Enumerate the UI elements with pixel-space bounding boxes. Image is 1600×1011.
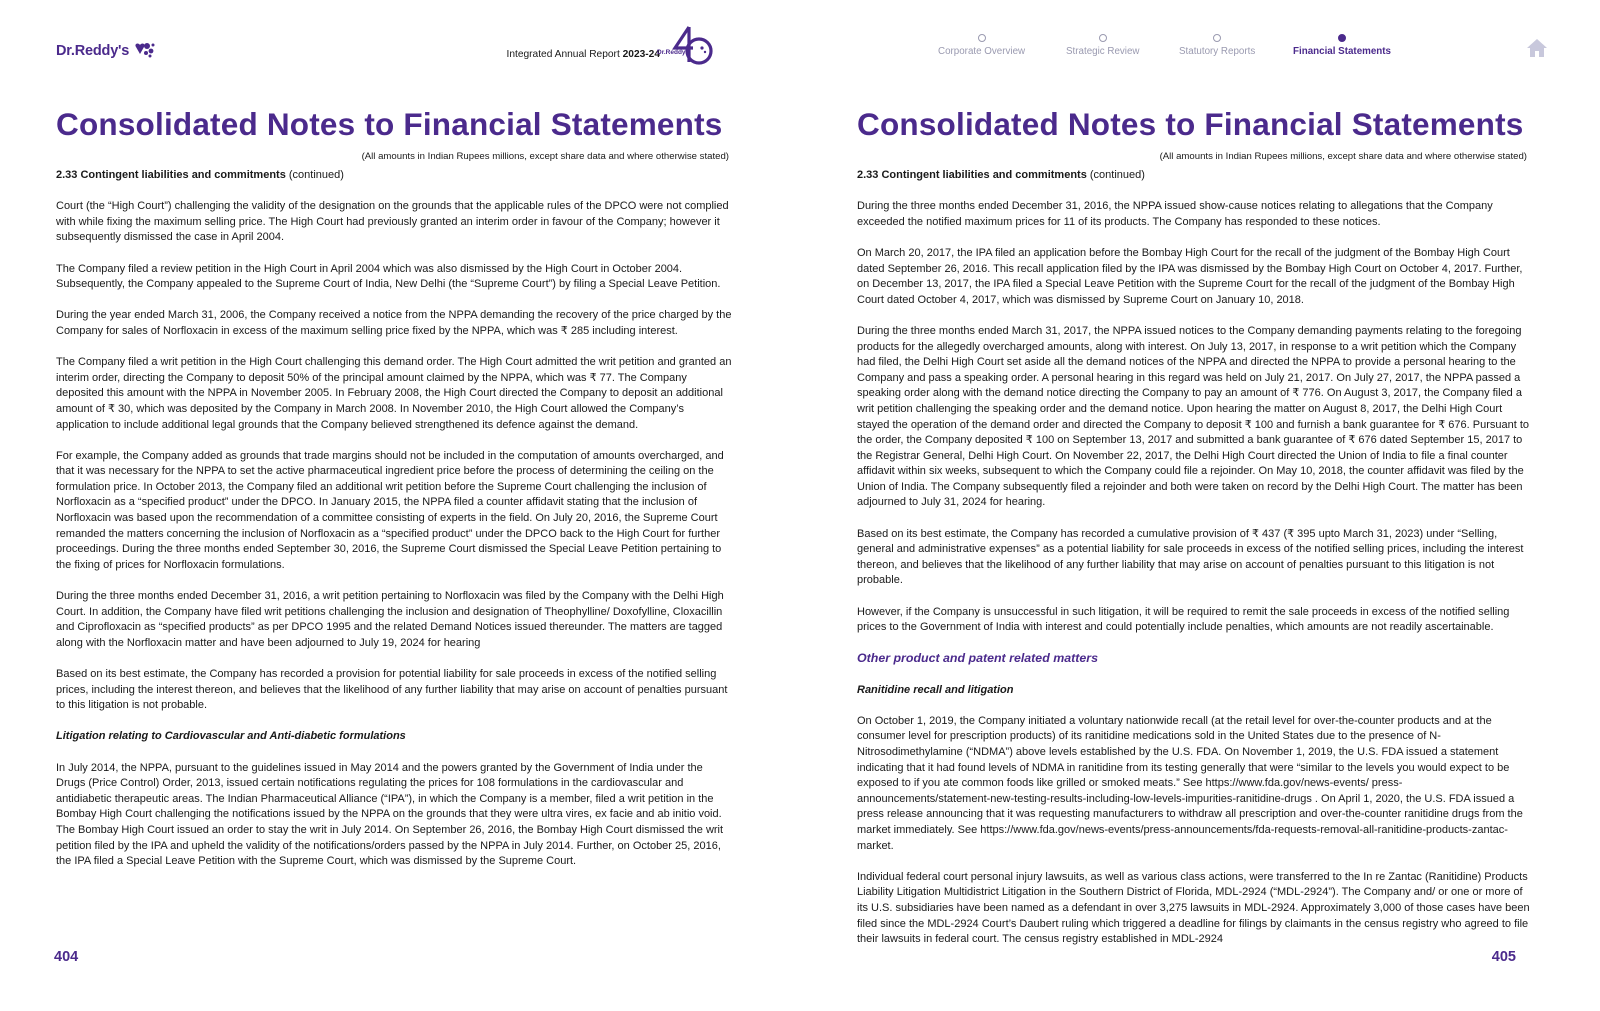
page-number: 405 bbox=[1491, 949, 1516, 965]
anniversary-badge bbox=[657, 24, 715, 71]
nav-dot-icon bbox=[1213, 34, 1221, 42]
nav-statutory-reports[interactable] bbox=[1179, 34, 1255, 57]
anniversary-40-icon bbox=[671, 24, 715, 66]
nav-label: Financial Statements bbox=[1293, 46, 1391, 57]
badge-text: Dr.Reddy's bbox=[657, 49, 691, 56]
section-heading bbox=[56, 168, 732, 184]
paragraph: On March 20, 2017, the IPA filed an application before the Bombay High Court for the recall of the judgment of the Bombay High Court dated September 26, 2016. This recall application filed by the IPA was dismissed by the Bombay High Court on October 4, 2017. Further, on December 13, 2017, the IPA filed a Special Leave Petition with the Supreme Court for the recall of the judgment of the Bombay High Court dated October 4, 2017, which was dismissed by Supreme Court on January 10, 2018. bbox=[857, 246, 1523, 306]
nav-dot-icon bbox=[978, 34, 986, 42]
nav-label: Corporate Overview bbox=[938, 46, 1026, 57]
section-suffix: (continued) bbox=[285, 169, 344, 181]
section-heading bbox=[857, 168, 1534, 184]
company-logo[interactable] bbox=[56, 41, 156, 61]
paragraph: The Company filed a review petition in the High Court in April 2004 which was also dismissed by the High Court in October 2004. Subsequently, the Company appealed to the Supreme Court of India, New Delhi (the “Supreme Court”) by filing a Special Leave Petition. bbox=[56, 262, 721, 291]
paragraph: For example, the Company added as grounds that trade margins should not be included in the computation of amounts overcharged, and that it was necessary for the NPPA to set the active pharmaceutical ingredient price before the process of determining the ceiling on the formulation price. In October 2013, the Company filed an additional writ petition before the Supreme Court challenging the inclusion of Norfloxacin as a “specified product” under the DPCO. In January 2015, the NPPA filed a counter affidavit stating that the inclusion of Norfloxacin was based upon the recommendation of a committee consisting of experts in the field. On July 20, 2016, the Supreme Court remanded the matters concerning the inclusion of Norfloxacin as a “specified product” under the DPCO back to the High Court for further proceedings. During the three months ended September 30, 2016, the Supreme Court dismissed the Special Leave Petition pertaining to the fixing of prices for Norfloxacin formulations. bbox=[56, 449, 724, 571]
report-title-year: 2023-24 bbox=[622, 49, 660, 60]
paragraph: The Company filed a writ petition in the High Court challenging this demand order. The High Court admitted the writ petition and granted an interim order, directing the Company to deposit 50% of the principal amount claimed by the NPPA, which was ₹ 77. The Company deposited this amount with the NPPA in November 2005. In February 2008, the High Court directed the Company to deposit an additional amount of ₹ 30, which was deposited by the Company in March 2008. In November 2010, the High Court allowed the Company’s application to include additional legal grounds that the Company believed strengthened its defence against the demand. bbox=[56, 356, 732, 431]
right-content bbox=[857, 168, 1534, 963]
other-matters-heading: Other product and patent related matters bbox=[857, 651, 1098, 666]
nav-dot-icon bbox=[1338, 34, 1346, 42]
nav-corporate-overview[interactable] bbox=[938, 34, 1025, 57]
left-content bbox=[56, 168, 732, 885]
paragraph: In July 2014, the NPPA, pursuant to the guidelines issued in May 2014 and the powers granted by the Government of India under the Drugs (Price Control) Order, 2013, issued certain notifications regulating the prices for 108 formulations in the cardiovascular and antidiabetic therapeutic areas. The Indian Pharmaceutical Alliance (“IPA”), in which the Company is a member, filed a writ petition in the Bombay High Court challenging the notifications issued by the NPPA on the grounds that they were ultra vires, ex facie and ab initio void. The Bombay High Court issued an order to stay the writ in July 2014. On September 26, 2016, the Bombay High Court dismissed the writ petition filed by the IPA and upheld the validity of the notifications/orders passed by the NPPA in July 2014. Further, on October 25, 2016, the IPA filed a Special Leave Petition with the Supreme Court, which was dismissed by the Supreme Court. bbox=[56, 761, 724, 868]
page-title: Consolidated Notes to Financial Statements bbox=[857, 106, 1524, 142]
nav-label: Statutory Reports bbox=[1179, 46, 1256, 57]
paragraph: However, if the Company is unsuccessful in such litigation, it will be required to remit the sale proceeds in excess of the notified selling prices to the Government of India with interest and could potentially include penalties, which amounts are not readily ascertainable. bbox=[857, 605, 1510, 634]
paragraph: Based on its best estimate, the Company has recorded a provision for potential liability for sale proceeds in excess of the notified selling prices, including the interest thereon, and believes that the likelihood of any further liability that may arise on account of penalties pursuant to this litigation is not probable. bbox=[56, 668, 728, 712]
units-note: (All amounts in Indian Rupees millions, except share data and where otherwise stated) bbox=[1159, 151, 1527, 162]
subheading: Ranitidine recall and litigation bbox=[857, 683, 1014, 696]
nav-dot-icon bbox=[1099, 34, 1107, 42]
nav-strategic-review[interactable] bbox=[1066, 34, 1140, 57]
section-suffix: (continued) bbox=[1086, 169, 1145, 181]
section-label: 2.33 Contingent liabilities and commitments bbox=[857, 169, 1087, 181]
paragraph: On October 1, 2019, the Company initiated a voluntary nationwide recall (at the retail level for over-the-counter products and at the consumer level for prescription products) of its ranitidine medications sold in the United States due to the presence of N-Nitrosodimethylamine (“NDMA”) above levels established by the U.S. FDA. On November 1, 2019, the U.S. FDA issued a statement indicating that it had found levels of NDMA in ranitidine from its testing generally that were “similar to the levels you would expect to be exposed to if you ate common foods like grilled or smoked meats.” See https://www.fda.gov/news-events/ press-announcements/statement-new-testing-results-including-low-levels-impurities-ranitidine-drugs . On April 1, 2020, the U.S. FDA issued a press release announcing that it was requesting manufacturers to withdraw all prescription and over-the-counter ranitidine drugs from the market immediately. See https://www.fda.gov/news-events/press-announcements/fda-requests-removal-all-ranitidine-products-zantac-market. bbox=[857, 714, 1523, 852]
section-label: 2.33 Contingent liabilities and commitments bbox=[56, 169, 286, 181]
logo-mark-icon bbox=[132, 41, 156, 61]
paragraph: During the three months ended December 31, 2016, a writ petition pertaining to Norfloxacin was filed by the Company with the Delhi High Court. In addition, the Company have filed writ petitions challenging the inclusion and designation of Theophylline/ Doxofylline, Cloxacillin and Ciprofloxacin as “specified products” as per DPCO 1995 and the related Demand Notices issued thereunder. The matters are tagged along with the Norfloxacin matter and have been adjourned to July 19, 2024 for hearing bbox=[56, 590, 724, 649]
report-title-prefix: Integrated Annual Report bbox=[506, 49, 623, 60]
page-title: Consolidated Notes to Financial Statements bbox=[56, 106, 723, 142]
logo-text: Dr.Reddy's bbox=[56, 43, 130, 59]
units-note: (All amounts in Indian Rupees millions, except share data and where otherwise stated) bbox=[361, 151, 729, 162]
paragraph: During the three months ended December 31, 2016, the NPPA issued show-cause notices relating to allegations that the Company exceeded the notified maximum prices for 11 of its products. The Company has responded to these notices. bbox=[857, 200, 1493, 228]
subheading: Litigation relating to Cardiovascular and Anti-diabetic formulations bbox=[56, 730, 406, 743]
paragraph: Individual federal court personal injury lawsuits, as well as various class actions, were transferred to the In re Zantac (Ranitidine) Products Liability Litigation Multidistrict Litigation in the Southern District of Florida, MDL-2924 (“MDL-2924”). The Company and/ or one or more of its U.S. subsidiaries have been named as a defendant in over 3,275 lawsuits in MDL-2924. Approximately 3,000 of those cases have been filed since the MDL-2924 Court’s Daubert ruling which triggered a deadline for filings by claimants in the census registry who agreed to file their lawsuits in federal court. The census registry established in MDL-2924 bbox=[857, 870, 1530, 946]
paragraph: During the three months ended March 31, 2017, the NPPA issued notices to the Company demanding payments relating to the foregoing products for the allegedly overcharged amounts, along with interest. On July 13, 2017, in response to a writ petition which the Company had filed, the Delhi High Court set aside all the demand notices of the NPPA and directed the NPPA to provide a personal hearing to the Company and pass a speaking order. A personal hearing in this regard was held on July 21, 2017. On July 27, 2017, the NPPA passed a speaking order along with the demand notice directing the Company to pay an amount of ₹ 776. On August 3, 2017, the Company filed a writ petition challenging the speaking order and the demand notice. Upon hearing the matter on August 8, 2017, the Delhi High Court stayed the operation of the demand order and directed the Company to deposit ₹ 100 and furnish a bank guarantee for ₹ 676. Pursuant to the order, the Company deposited ₹ 100 on September 13, 2017 and submitted a bank guarantee of ₹ 676 dated September 15, 2017 to the Registrar General, Delhi High Court. On November 22, 2017, the Delhi High Court directed the Union of India to file a final counter affidavit within six weeks, subsequent to which the Company could file a rejoinder. On May 10, 2018, the counter affidavit was filed by the Union of India. The Company subsequently filed a rejoinder and both were taken on record by the Delhi High Court. The matter has been adjourned to July 31, 2024 for hearing. bbox=[857, 324, 1529, 509]
paragraph: During the year ended March 31, 2006, the Company received a notice from the NPPA demanding the recovery of the price charged by the Company for sales of Norfloxacin in excess of the maximum selling price fixed by the NPPA, which was ₹ 285 including interest. bbox=[56, 309, 732, 337]
section-nav bbox=[800, 34, 1600, 64]
nav-financial-statements[interactable] bbox=[1293, 34, 1391, 57]
home-icon bbox=[1525, 37, 1549, 59]
paragraph: Based on its best estimate, the Company has recorded a cumulative provision of ₹ 437 (₹ 395 upto March 31, 2023) under “Selling, general and administrative expenses” as a potential liability for sale proceeds in excess of the notified selling prices, including the interest thereon, and believes that the likelihood of any further liability that may arise on account of penalties pursuant to this litigation is not probable. bbox=[857, 527, 1524, 587]
paragraph: Court (the “High Court”) challenging the validity of the designation on the grounds that the applicable rules of the DPCO were not complied with while fixing the maximum selling price. The High Court had previously granted an interim order in favour of the Company; however it subsequently dismissed the case in April 2004. bbox=[56, 200, 729, 244]
right-page bbox=[800, 0, 1600, 1011]
home-button[interactable] bbox=[1525, 37, 1549, 64]
nav-label: Strategic Review bbox=[1066, 46, 1140, 57]
page-number: 404 bbox=[54, 949, 79, 965]
report-title bbox=[507, 49, 661, 60]
